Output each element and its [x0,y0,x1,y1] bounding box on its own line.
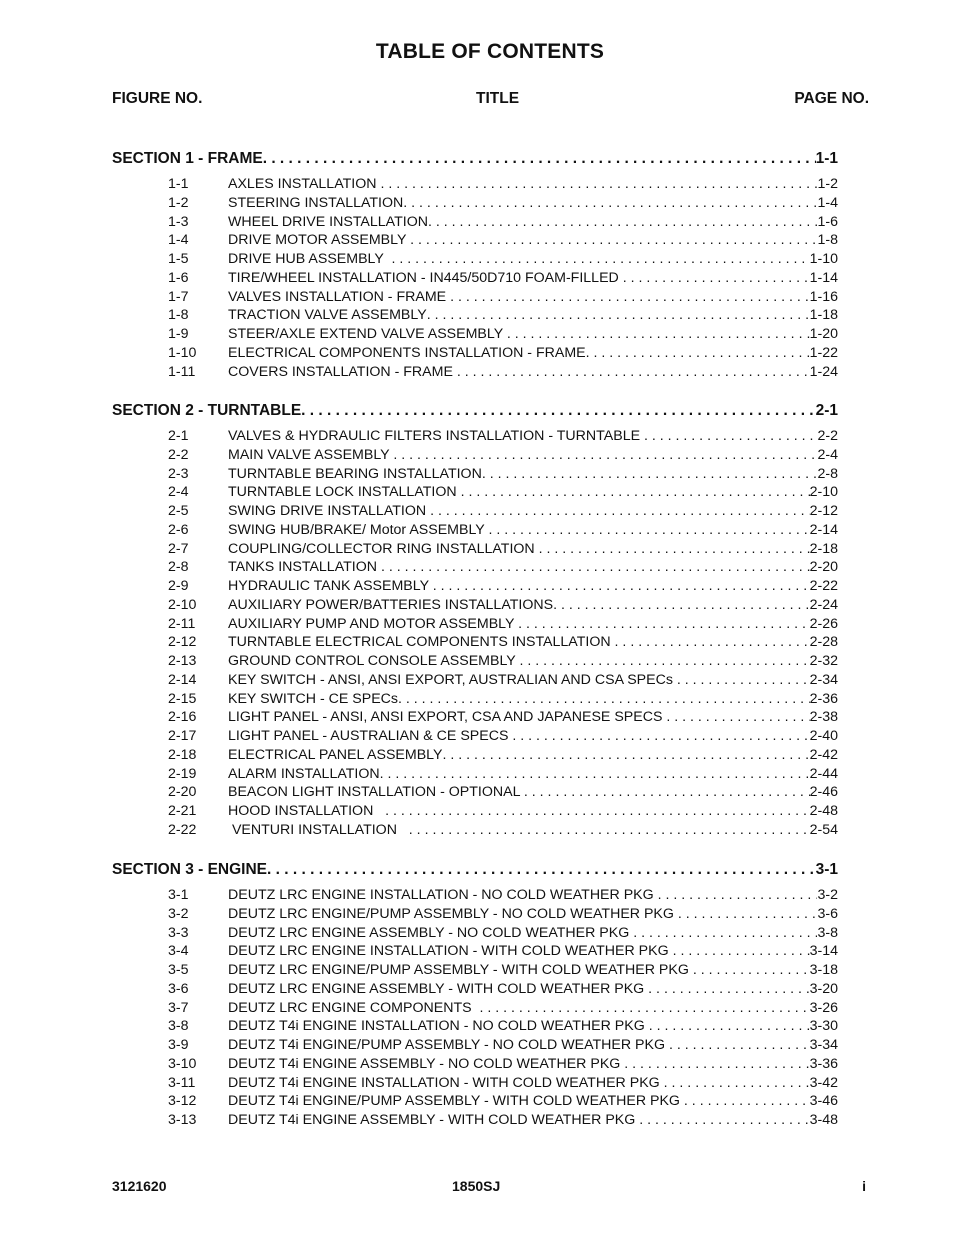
figure-number: 2-8 [168,559,189,576]
entry-page: 1-20 [809,326,838,342]
entry-title: AXLES INSTALLATION [228,176,381,192]
figure-number: 3-10 [168,1055,197,1072]
section-heading[interactable] [112,402,838,426]
toc-entry[interactable] [112,672,838,691]
dot-leader [398,691,810,707]
figure-number: 2-16 [168,709,197,726]
toc-entry[interactable] [112,1112,838,1131]
dot-leader [623,270,810,286]
toc-entry[interactable] [112,1093,838,1112]
figure-number: 3-9 [168,1037,189,1053]
figure-number: 2-21 [168,803,197,819]
dot-leader [633,925,817,941]
section-page: 1-1 [815,150,838,167]
toc-entry[interactable] [112,616,838,635]
entry-title: COVERS INSTALLATION - FRAME [228,363,457,380]
entry-page: 2-14 [809,521,838,538]
toc-entry[interactable] [112,943,838,962]
entry-title: TURNTABLE ELECTRICAL COMPONENTS INSTALLATION [228,634,615,651]
toc-entry[interactable] [112,232,838,251]
model-name: 1850SJ [452,1178,501,1194]
entry-page: 2-48 [809,803,838,819]
entry-title: TANKS INSTALLATION [228,559,381,576]
entry-page: 2-26 [809,615,838,632]
dot-leader [684,1093,810,1109]
entry-title: KEY SWITCH - CE SPECs [228,690,399,707]
toc-entry[interactable] [112,466,838,485]
figure-number: 2-3 [168,465,189,482]
entry-title: WHEEL DRIVE INSTALLATION [228,213,428,230]
section-turntable [112,402,838,841]
section-page: 2-1 [815,402,838,419]
entry-page: 2-34 [809,671,838,688]
entry-title: DEUTZ LRC ENGINE ASSEMBLY - WITH COLD WEATHER PKG [228,980,649,997]
entry-page: 1-2 [817,176,838,192]
toc-entry[interactable] [112,709,838,728]
entry-title: AUXILIARY POWER/BATTERIES INSTALLATIONS [228,596,554,613]
dot-leader [518,616,809,632]
entry-title: GROUND CONTROL CONSOLE ASSEMBLY [228,653,520,669]
toc-entry[interactable] [112,634,838,653]
entry-title: ELECTRICAL PANEL ASSEMBLY [228,746,443,763]
entry-title: STEERING INSTALLATION [228,194,404,211]
entry-page: 1-16 [809,288,838,305]
document-number: 3121620 [112,1178,167,1194]
entry-title: SWING HUB/BRAKE/ Motor ASSEMBLY [228,521,489,538]
figure-number: 2-10 [168,596,197,613]
dot-leader [482,466,818,482]
figure-number: 2-9 [168,578,189,594]
section-label: SECTION 3 - ENGINE [112,861,268,878]
dot-leader [479,1000,809,1016]
entry-title: BEACON LIGHT INSTALLATION - OPTIONAL [228,784,524,801]
figure-number: 1-2 [168,194,189,211]
figure-number: 1-1 [168,176,189,192]
entry-page: 2-4 [817,446,838,463]
toc-entry[interactable] [112,195,838,214]
entry-page: 2-2 [817,428,838,444]
entry-title: DEUTZ LRC ENGINE INSTALLATION - NO COLD WEATHER PKG [228,887,658,903]
figure-number: 2-11 [168,615,196,632]
entry-page: 2-10 [809,484,838,501]
page-footer [112,1178,866,1198]
entry-page: 2-8 [817,465,838,482]
toc-entry[interactable] [112,803,838,822]
entry-page: 2-42 [809,746,838,763]
entry-title: VALVES INSTALLATION - FRAME [228,288,451,305]
entry-page: 2-54 [809,821,838,838]
entry-title: VALVES & HYDRAULIC FILTERS INSTALLATION - TURNTABLE [228,428,644,444]
figure-number: 3-5 [168,962,189,978]
toc-entry[interactable] [112,822,838,841]
toc-entry[interactable] [112,691,838,710]
figure-number: 3-2 [168,905,189,922]
toc-entry[interactable] [112,1037,838,1056]
figure-number: 2-6 [168,521,189,538]
figure-number: 2-19 [168,765,197,782]
toc-entry[interactable] [112,925,838,944]
dot-leader [391,251,809,267]
dot-leader [488,522,809,538]
dot-leader [301,402,815,420]
entry-title: TIRE/WHEEL INSTALLATION - IN445/50D710 FOAM-FILLED [228,269,623,286]
dot-leader [263,150,816,168]
dot-leader [380,766,810,782]
toc-entry[interactable] [112,653,838,672]
dot-leader [539,541,810,557]
dot-leader [450,289,810,305]
toc-entry[interactable] [112,887,838,906]
figure-number: 2-1 [168,428,189,444]
figure-number: 3-6 [168,980,189,997]
entry-page: 2-40 [809,728,838,744]
toc-entry[interactable] [112,766,838,785]
toc-entry[interactable] [112,484,838,503]
entry-list [112,428,838,841]
dot-leader [428,214,818,230]
entry-list [112,176,838,382]
figure-number: 1-3 [168,213,189,230]
entry-title: TURNTABLE LOCK INSTALLATION [228,484,461,501]
dot-leader [461,484,810,500]
figure-number: 1-6 [168,269,189,286]
figure-number: 3-13 [168,1112,197,1128]
entry-title: VENTURI INSTALLATION [228,821,409,838]
entry-title: HYDRAULIC TANK ASSEMBLY [228,578,433,594]
entry-title: LIGHT PANEL - ANSI, ANSI EXPORT, CSA AND JAPANESE SPECS [228,709,667,726]
toc-entry[interactable] [112,270,838,289]
dot-leader [649,1018,810,1034]
entry-title: LIGHT PANEL - AUSTRALIAN & CE SPECS [228,728,513,744]
entry-page: 3-20 [809,980,838,997]
entry-page: 3-48 [809,1112,838,1128]
figure-number: 2-12 [168,634,197,651]
dot-leader [677,672,810,688]
entry-page: 1-4 [817,194,838,211]
entry-page: 3-36 [809,1055,838,1072]
figure-number: 3-7 [168,999,189,1016]
toc-entry[interactable] [112,345,838,364]
entry-page: 2-32 [809,653,838,669]
dot-leader [678,906,818,922]
toc-entry[interactable] [112,503,838,522]
page-number: i [862,1178,866,1194]
dot-leader [381,559,810,575]
figure-number: 2-7 [168,540,189,557]
dot-leader [409,822,810,838]
dot-leader [553,597,810,613]
section-heading[interactable] [112,861,838,885]
dot-leader [658,887,818,903]
figure-number: 1-8 [168,307,189,324]
dot-leader [393,447,817,463]
toc-entry[interactable] [112,728,838,747]
entry-title: DEUTZ LRC ENGINE/PUMP ASSEMBLY - WITH COLD WEATHER PKG [228,962,693,978]
dot-leader [380,176,817,192]
entry-page: 1-18 [809,307,838,324]
figure-number: 2-18 [168,746,197,763]
figure-number: 3-12 [168,1093,197,1110]
dot-leader [586,345,810,361]
dot-leader [403,195,817,211]
entry-title: MAIN VALVE ASSEMBLY [228,446,394,463]
entry-title: DEUTZ T4i ENGINE ASSEMBLY - NO COLD WEATHER PKG [228,1055,625,1072]
entry-page: 2-24 [809,596,838,613]
entry-page: 1-8 [817,232,838,249]
entry-title: STEER/AXLE EXTEND VALVE ASSEMBLY [228,326,507,342]
toc-entry[interactable] [112,447,838,466]
entry-page: 2-20 [809,559,838,576]
entry-list [112,887,838,1131]
figure-number: 1-4 [168,232,189,249]
figure-number: 2-14 [168,671,197,688]
figure-number: 1-10 [168,344,197,361]
entry-page: 2-22 [809,578,838,594]
figure-number: 2-2 [168,446,189,463]
entry-title: AUXILIARY PUMP AND MOTOR ASSEMBLY [228,615,519,632]
toc-entry[interactable] [112,307,838,326]
dot-leader [664,1075,810,1091]
section-frame [112,150,838,382]
figure-number: 2-17 [168,728,197,744]
entry-page: 1-6 [817,213,838,230]
toc-entry[interactable] [112,597,838,616]
entry-page: 3-26 [809,999,838,1016]
entry-page: 2-38 [809,709,838,726]
entry-page: 3-46 [809,1093,838,1110]
dot-leader [624,1056,809,1072]
entry-page: 2-28 [809,634,838,651]
section-heading[interactable] [112,150,838,174]
entry-title: ELECTRICAL COMPONENTS INSTALLATION - FRAME [228,344,586,361]
entry-page: 2-36 [809,690,838,707]
column-headers [112,90,869,112]
dot-leader [524,784,810,800]
entry-title: DRIVE HUB ASSEMBLY [228,251,392,267]
figure-number: 3-8 [168,1018,189,1035]
figure-no-header: FIGURE NO. [112,90,203,107]
entry-title: DEUTZ T4i ENGINE INSTALLATION - NO COLD WEATHER PKG [228,1018,649,1035]
figure-number: 2-20 [168,784,197,801]
toc-entry[interactable] [112,559,838,578]
figure-number: 3-3 [168,924,189,941]
toc-entry[interactable] [112,1000,838,1019]
dot-leader [644,428,817,444]
entry-title: DEUTZ T4i ENGINE ASSEMBLY - WITH COLD WEATHER PKG [228,1112,640,1128]
dot-leader [385,803,809,819]
entry-title: DEUTZ T4i ENGINE INSTALLATION - WITH COLD WEATHER PKG [228,1074,664,1091]
dot-leader [669,1037,810,1053]
figure-number: 2-5 [168,503,189,519]
figure-number: 1-11 [168,363,196,380]
dot-leader [507,326,810,342]
entry-title: TRACTION VALVE ASSEMBLY [228,307,427,324]
entry-page: 2-46 [809,784,838,801]
entry-title: DEUTZ LRC ENGINE ASSEMBLY - NO COLD WEATHER PKG [228,924,634,941]
entry-title: DEUTZ LRC ENGINE INSTALLATION - WITH COLD WEATHER PKG [228,943,673,960]
section-label: SECTION 1 - FRAME [112,150,263,167]
dot-leader [427,307,810,323]
figure-number: 3-4 [168,943,189,960]
entry-title: TURNTABLE BEARING INSTALLATION [228,465,482,482]
dot-leader [410,232,817,248]
dot-leader [615,634,810,650]
dot-leader [433,578,810,594]
toc-entry[interactable] [112,214,838,233]
section-engine [112,861,838,1131]
figure-number: 3-1 [168,887,189,903]
dot-leader [673,943,810,959]
entry-page: 3-14 [809,943,838,960]
toc-entry[interactable] [112,289,838,308]
entry-page: 3-42 [809,1074,838,1091]
toc-entry[interactable] [112,522,838,541]
figure-number: 2-15 [168,690,197,707]
entry-page: 1-14 [809,269,838,286]
dot-leader [430,503,810,519]
toc-entry[interactable] [112,578,838,597]
entry-page: 3-2 [817,887,838,903]
toc-entry[interactable] [112,251,838,270]
figure-number: 2-13 [168,653,197,669]
dot-leader [457,364,810,380]
entry-title: SWING DRIVE INSTALLATION [228,503,431,519]
entry-title: HOOD INSTALLATION [228,803,386,819]
toc-entry[interactable] [112,906,838,925]
entry-page: 1-10 [809,251,838,267]
toc-entry[interactable] [112,981,838,1000]
entry-title: DEUTZ T4i ENGINE/PUMP ASSEMBLY - WITH COLD WEATHER PKG [228,1093,684,1110]
toc-entry[interactable] [112,1075,838,1094]
dot-leader [512,728,809,744]
title-header: TITLE [476,90,520,107]
figure-number: 1-7 [168,288,189,305]
toc-entry[interactable] [112,541,838,560]
entry-page: 3-6 [817,905,838,922]
entry-page: 3-30 [809,1018,838,1035]
figure-number: 2-4 [168,484,189,501]
entry-title: ALARM INSTALLATION [228,765,380,782]
figure-number: 3-11 [168,1074,196,1091]
entry-title: KEY SWITCH - ANSI, ANSI EXPORT, AUSTRALIAN AND CSA SPECs [228,671,677,688]
entry-page: 2-12 [809,503,838,519]
dot-leader [519,653,809,669]
toc-entry[interactable] [112,326,838,345]
figure-number: 1-5 [168,251,189,267]
entry-page: 1-24 [809,363,838,380]
entry-page: 2-44 [809,765,838,782]
dot-leader [442,747,809,763]
entry-page: 3-18 [809,962,838,978]
toc-entry[interactable] [112,1018,838,1037]
page-no-header: PAGE NO. [794,90,869,107]
entry-page: 3-34 [809,1037,838,1053]
entry-title: DRIVE MOTOR ASSEMBLY [228,232,411,249]
section-page: 3-1 [815,861,838,878]
entry-title: DEUTZ LRC ENGINE/PUMP ASSEMBLY - NO COLD WEATHER PKG [228,905,678,922]
toc-entry[interactable] [112,176,838,195]
toc-entry[interactable] [112,428,838,447]
entry-title: DEUTZ T4i ENGINE/PUMP ASSEMBLY - NO COLD WEATHER PKG [228,1037,669,1053]
entry-page: 3-8 [817,924,838,941]
page-title: TABLE OF CONTENTS [375,40,605,63]
section-label: SECTION 2 - TURNTABLE [112,402,302,419]
dot-leader [666,709,809,725]
entry-title: COUPLING/COLLECTOR RING INSTALLATION [228,540,539,557]
toc-entry[interactable] [112,364,838,383]
dot-leader [639,1112,809,1128]
toc-entry[interactable] [112,784,838,803]
dot-leader [267,861,816,879]
toc-entry[interactable] [112,962,838,981]
dot-leader [693,962,810,978]
dot-leader [648,981,809,997]
toc-entry[interactable] [112,1056,838,1075]
entry-page: 2-18 [809,540,838,557]
entry-page: 1-22 [809,344,838,361]
figure-number: 1-9 [168,326,189,342]
entry-title: DEUTZ LRC ENGINE COMPONENTS [228,999,480,1016]
toc-entry[interactable] [112,747,838,766]
figure-number: 2-22 [168,821,197,838]
